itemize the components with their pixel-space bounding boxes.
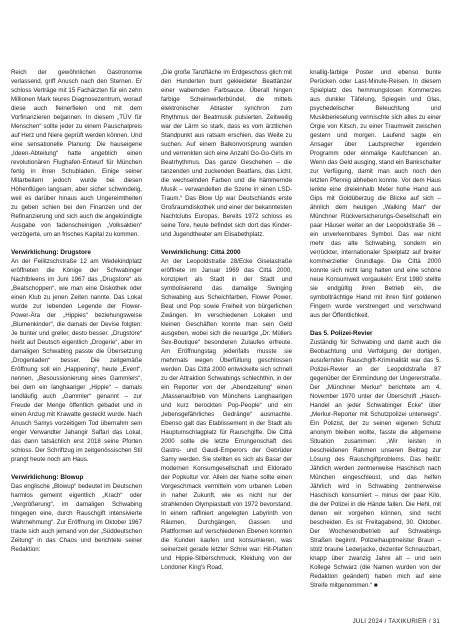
article-paragraph: Reich der gewöhnlichen Gastronomie verlassend, griff Anusch nach den Sternen. Er schloss Verträge mit 15 Fachärzten für ein zehn Millionen Mark teures Diagnosezentrum, worauf diese auch fleinerfielen und mit dem Vorfinanzieren begannen. In diesem „TÜV für Menschen“ sollte jeder zu einem Pauschalpreis auf Herz und Niere geprüft werden können. Und eine sensationelle Planung: Die hauseigene „Ideen-Abteilung“ hatte angeblich einen revolutionären Flughafen-Entwurf für München fertig in ihren Schubladen. Einige seiner Mitarbeitern jedoch wurde bei diesen Höhenflügen langsam, aber sicher schwindelig, weil es darüber hinaus auch Ungereimtheiten zu geben schien bei den Finanzen und der Refinanzierung und sich auch die angekündigte Ausgabe von fadenscheinigen „Volksaktien“ verzögerte, um an frisches Kapital zu kommen. xyxy=(11,69,142,238)
section-heading-drugstore: Verwirklichung: Drugstore xyxy=(11,249,91,256)
article-paragraph: Zuständig für Schwabing und damit auch die Beobachtung und Verfolgung der dortigen, ausufernden Rauschgift-Kriminalität war das 5. Polizei-Revier an der Leopoldstraße 87 gegenüber der Einmündung der Ungererstraße. Der „Münchner Merkur“ berichtete am 4. November 1970 unter der Überschrift „Hasch-Handel an jeder Schwabinger Ecke“ über „Merkur-Reporter mit Schutzpolizei unterwegs“. Ein Polizist, der zu seinen eigenen Schutz anonym bleiben wollte, fasste die allgemeine Situation zusammen: „Wir leisten in bescheidenen Rahmen unseren Beitrag zur Lösung des Rauschgiftproblems. Das heißt: Jährlich werden zentnerweise Haschisch nach München eingeschleust, und das helfen Jährlich wird in Schwabing zentnerweise Haschisch konsumiert – minus der paar Kilo, die der Polizei in die Hände fallen. Die Hehl, mit denen wir vorgehen können, sind recht bescheiden. Es ist Freitagabend, 30. Oktober. Der Wochenendbetrieb auf Schwabings Straßen beginnt. Polizeihauptmeister Braun – stolz braune Lederjacke, dezenter Schnauzbart, knapp über zwanzig Jahre alt – und sein Kollege Schwarz (die Namen wurden von der Redaktion geändert) haben mich auf eine Streife mitgenommen.“ ■ xyxy=(310,339,441,589)
text-column-middle xyxy=(161,68,292,572)
section-heading-polizei-revier: Das 5. Polizei-Revier xyxy=(310,330,373,337)
article-paragraph: An der Leopoldstraße 28/Ecke Giselastraße eröffnete im Januar 1969 das Cittá 2000, konzipiert als Stadt in der Stadt und symbolisierend das damalige Swinging Schwabing aus Scheichfarben, Flower Power, Beat und Pop sowie Freiheit von bürgerlichen Zwängen. Im verschiedenen Lokalen und kleinen Geschäften konnte man sein Geld ausgeben, wobei sich die neuartige „Dr. Müllers Sex-Boutique“ besonderen Zulaufes erfreute. Am Eröffnungstag jedenfalls musste sie mehrmals wegen Überfüllung geschlossen werden. Das Cittá 2000 entwickelte sich schnell zu der Attraktion Schwabings schlechthin, in der ein Reporter von der „Abendzeitung“ einen „Massenauftrieb von Münchens Langhaarigen und kurz berockten Pop-People“ und ein „lebensgefährliches Gedränge“ ausmachte. Ebenso galt das Etablissement in der Stadt als Hauptumschlagplatz für Rauschgifte. Die Cittá 2000 sollte die letzte Errungenschaft des Gastro- und Gaudi-Emperors der Gebrüder Samy werden. Sie stellten es sich als Basar der modernen Konsumgesellschaft und Eldorado der Popkultur vor. Allein der Name sollte einen Vorgeschmack vermitteln vom urbanen Leben in naher Zukunft, wie es nicht nur der strahlenden Olympiastadt von 1972 bevorstand. In einem raffiniert angelegten Labyrinth von Räumen, Durchgängen, Gassen und Plattformen auf verschiedenen Ebenen konnten die Kunden kaufen und konsumieren, was seinerzeit gerade letzter Schrei war: Hit-Platten und Hippie-Silberschmuck, Kleidung von der Londoner King's Road, xyxy=(161,258,292,571)
section-heading-blowup: Verwirklichung: Blowup xyxy=(11,474,84,481)
text-column-right xyxy=(310,68,441,590)
article-paragraph: knallig-farbige Poster und ebenso bunte Perücken oder Last-Minute-Reisen. In diesem Spielplatz des hemmungslosen Kommerzes aus dunkler Täfelung, Spiegeln und Glas, psychedelischer Beleuchtung und Musikberieselung vermischte sich alles zu einer Orgie von Kitsch, zu einer Traumwelt zwischen gestern und morgen. Laufend sagte ein Ansager über Lautsprecher irgendein Programm oder einmalige Kaufchancen an. Wenn das Geld ausging, stand ein Bankschalter zur Verfügung, damit man auch noch den letzten Pfennig abheben konnte. Vor dem Haus lenkte eine dreieinhalb Meter hohe Hand aus Gips mit Goldüberzug die Blicke auf sich – ähnlich dem heutigen „Walking Man“ der Münchner Rückversicherungs-Gesellschaft ein paar Häuser weiter an der Leopoldstraße 36 – ein unverkennbares Symbol. Das war nicht mehr das alte Schwabing, sondern ein verrückter, internationaler Spielplatz auf breiter kommerzieller Grundlage. Die Cittá 2000 konnte sich nicht lang halten und eine schöne neue Konsumwelt vorgaukeln: Erst 1980 stellte sie endgültig ihren Betrieb ein, die symbolträchtige Hand mit ihren fünf goldenen Fingern wurde verstrengert und verschwand aus der Öffentlichkeit. xyxy=(310,69,441,319)
article-paragraph: An der Feilitzschstraße 12 am Wedekindplatz eröffneten die Könige der Schwabinger Nachtbleens im Juni 1967 das „Drugstore“ als „Beatschoppen“, wie man eine Diskothek oder einen Klub zu jenen Zeiten nannte. Das Lokal wurde zur lebenden Legende der Flower-Power-Ära der „Hippies“ beziehungsweise „Blumenkinder“, die damals der Devise folgten: Je bunter und greller, desto besser. „Drugstore“ heißt auf Deutsch eigentlich „Drogerie“, aber im damaligen Schwabing passte die Übersetzung „Drogenladen“ besser. Die zeitgemäße Eröffnung soll ein „Happening“, heute „Event“, nennen, „Besoussionierung eines Gammlers“, bei dem ein langhaariger „Hippie“ – damals landläufig auch „Gammler“ genannt – zur Freude der Menge öffentlich gebadet und in einen Anzug mit Krawatte gesteckt wurde. Nach Anusch Samys vorzeitigem Tod übernahm sein enger Verwandter Jahangir Saffari das Lokal, das dann tatsächlich erst 2018 seine Pforten schloss. Der Schriftzug im zeitgenössischen Stil prangt heute noch am Haus. xyxy=(11,258,142,463)
text-column-left xyxy=(11,68,142,554)
article-paragraph: „Die große Tanzfläche im Erdgeschoss glich mit den Hunderten bunt gekleideter Beattänzer einer wabernden Farbsauce. Überall hingen farbige Scheinwerferbündel, die mittels elektronischer Abtaster synchron zum Rhythmus der Beatmusik pulsierten. Zeitweilig war der Lärm so stark, dass es vom ärztlichen Standpunkt aus ratsam erschien, das Weite zu suchen. Auf einem Balkonvorsprung wanden und verrenkten sich eine Anzahl Go-Go-Girls im Beatrhythmus. Das ganze Geschehen – die tanzenden und zuckenden Beatfans, das Licht, die wechselnden Farben und die hämmernde Musik – verwandelten die Szene in einen LSD-Traum.“ Das Blow Up war Deutschlands erste Großraumdiskothek und einer der bekanntesten Nachtclubs Europas. Bereits 1972 schloss es seine Tore, heute befindet sich dort das Kinder- und Jugendtheater am Elisabethplatz. xyxy=(161,69,292,238)
section-heading-citta-2000: Verwirklichung: Cittá 2000 xyxy=(161,249,241,256)
page-footer: JULI 2024 / TAXIKURIER / 31 xyxy=(352,618,440,625)
article-paragraph: Das englische „Blowup“ bedeutet im Deutschen harmlos gemeint eigentlich „Krach“ oder „Vergrößerung“, im damaligen Schwabing hingegen eine, durch Rauschgift intensivierte Wahrnehmung“. Zur Eröffnung im Oktober 1967 traute sich auch jemand von der „Süddeutschen Zeitung“ in das Chaos und berichtete seiner Redaktion: xyxy=(11,483,142,553)
